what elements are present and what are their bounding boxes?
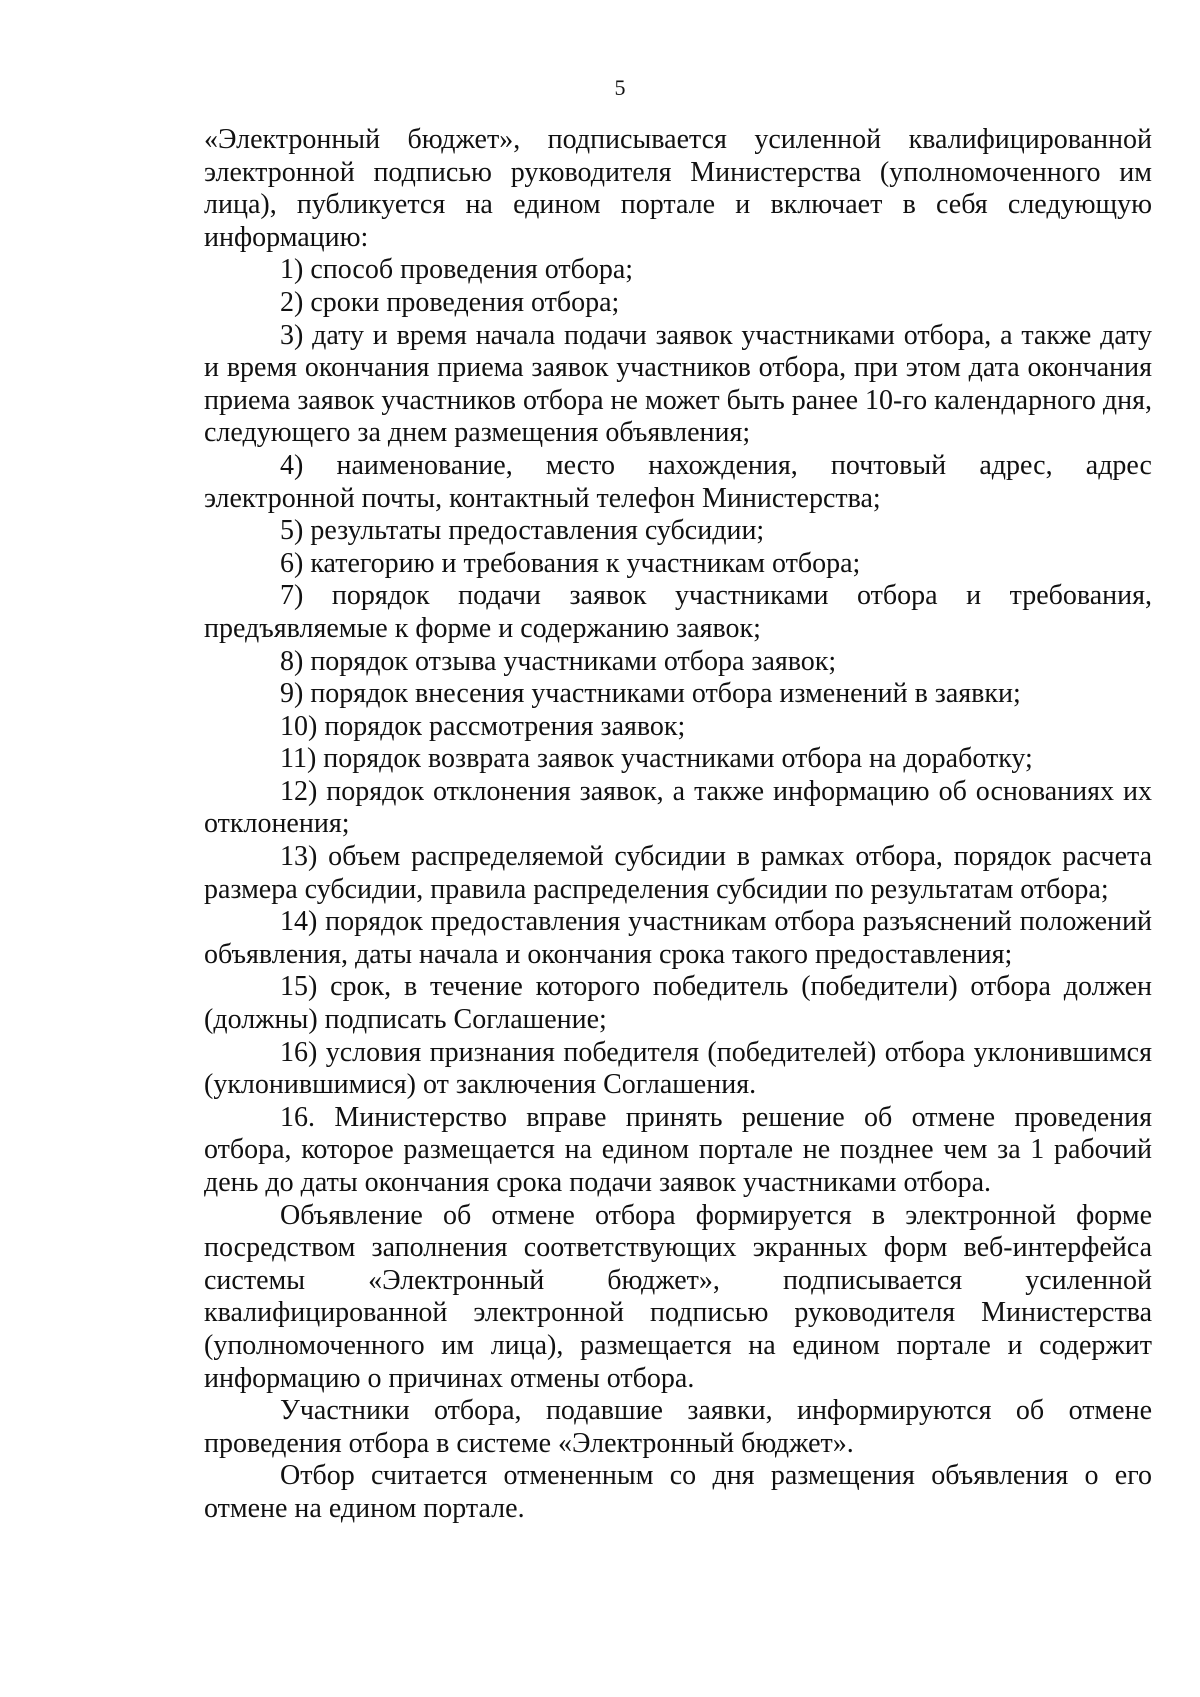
document-body xyxy=(204,124,1152,1526)
list-item-3: 3) дату и время начала подачи заявок участниками отбора, а также дату и время окончания приема заявок участников отбора, при этом дата окончания приема заявок участников отбора не может быть ранее 10-го календарного дня, следующего за днем размещения объявления; xyxy=(204,319,1152,449)
list-item-15: 15) срок, в течение которого победитель (победители) отбора должен (должны) подписать Соглашение; xyxy=(204,971,1152,1036)
list-item-7: 7) порядок подачи заявок участниками отбора и требования, предъявляемые к форме и содержанию заявок; xyxy=(204,580,1152,644)
list-item-16: 16) условия признания победителя (победителей) отбора уклонившимся (уклонившимися) от заключения Соглашения. xyxy=(204,1036,1152,1101)
list-item-9: 9) порядок внесения участниками отбора изменений в заявки; xyxy=(280,678,1021,710)
list-item-13: 13) объем распределяемой субсидии в рамках отбора, порядок расчета размера субсидии, правила распределения субсидии по результатам отбора; xyxy=(204,841,1152,905)
participants-notified-paragraph: Участники отбора, подавшие заявки, информируются об отмене проведения отбора в системе «Электронный бюджет». xyxy=(204,1395,1152,1459)
selection-cancelled-paragraph: Отбор считается отмененным со дня размещения объявления о его отмене на едином портале. xyxy=(204,1460,1152,1524)
list-item-12: 12) порядок отклонения заявок, а также информацию об основаниях их отклонения; xyxy=(204,775,1152,840)
list-item-10: 10) порядок рассмотрения заявок; xyxy=(280,710,686,742)
list-item-11: 11) порядок возврата заявок участниками отбора на доработку; xyxy=(280,743,1033,775)
list-item-8: 8) порядок отзыва участниками отбора заявок; xyxy=(280,645,837,677)
section-16-paragraph: 16. Министерство вправе принять решение об отмене проведения отбора, которое размещается на едином портале не позднее чем за 1 рабочий день до даты окончания срока подачи заявок участниками отбора. xyxy=(204,1101,1152,1198)
list-item-5: 5) результаты предоставления субсидии; xyxy=(280,515,765,547)
paragraph-continuation: «Электронный бюджет», подписывается усиленной квалифицированной электронной подписью руководителя Министерства (уполномоченного им лица), публикуется на едином портале и включает в себя следующую информацию: xyxy=(204,124,1152,253)
page-number: 5 xyxy=(614,75,626,100)
list-item-4: 4) наименование, место нахождения, почтовый адрес, адрес электронной почты, контактный телефон Министерства; xyxy=(204,449,1152,514)
list-item-1: 1) способ проведения отбора; xyxy=(280,254,634,286)
list-item-6: 6) категорию и требования к участникам отбора; xyxy=(280,547,861,579)
list-item-2: 2) сроки проведения отбора; xyxy=(280,286,620,318)
list-item-14: 14) порядок предоставления участникам отбора разъяснений положений объявления, даты начала и окончания срока такого предоставления; xyxy=(204,906,1152,970)
cancellation-notice-paragraph: Объявление об отмене отбора формируется в электронной форме посредством заполнения соответствующих экранных форм веб-интерфейса системы «Электронный бюджет», подписывается усиленной квалифицированной электронной подписью руководителя Министерства (уполномоченного им лица), размещается на едином портале и содержит информацию о причинах отмены отбора. xyxy=(204,1199,1152,1394)
